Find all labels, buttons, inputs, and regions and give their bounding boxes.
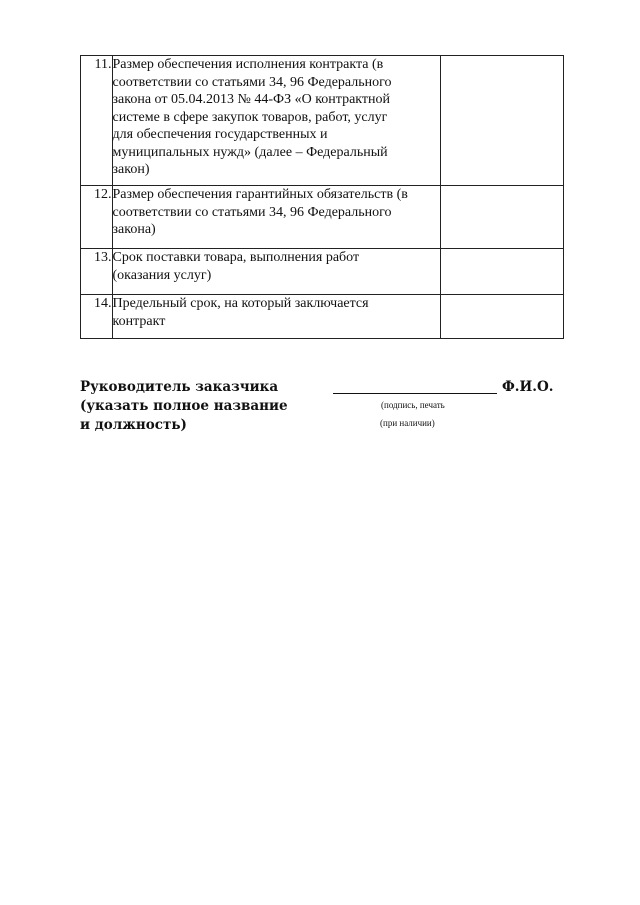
- signatory-line: (указать полное название: [80, 398, 288, 414]
- row-value: [440, 249, 563, 295]
- table-row: [81, 186, 564, 249]
- table-row: [81, 295, 564, 339]
- description-line: соответствии со статьями 34, 96 Федерального: [112, 204, 392, 220]
- row-number: 14.: [81, 295, 113, 339]
- table-row: [81, 249, 564, 295]
- description-line: системе в сфере закупок товаров, работ, услуг: [112, 109, 388, 125]
- signatory-block: [80, 378, 288, 435]
- description-line: Предельный срок, на который заключается: [112, 296, 369, 311]
- row-number: 13.: [81, 249, 113, 295]
- row-value: [440, 186, 563, 249]
- row-description: [112, 56, 440, 186]
- description-line: закон): [112, 162, 150, 177]
- fio-label: Ф.И.О.: [502, 379, 554, 395]
- row-description: [112, 295, 440, 339]
- row-description: [112, 186, 440, 249]
- description-line: муниципальных нужд» (далее – Федеральный: [112, 144, 388, 160]
- signature-note: (подпись, печать: [381, 400, 445, 410]
- signatory-line: Руководитель заказчика: [80, 379, 279, 395]
- table-row: [81, 56, 564, 186]
- description-line: для обеспечения государственных и: [112, 127, 328, 142]
- description-line: Размер обеспечения исполнения контракта (в: [112, 57, 384, 72]
- description-line: закона от 05.04.2013 № 44-ФЗ «О контрактной: [112, 92, 390, 107]
- row-number: 11.: [81, 56, 113, 186]
- description-line: контракт: [112, 313, 166, 329]
- description-line: Размер обеспечения гарантийных обязательств (в: [112, 187, 408, 202]
- row-value: [440, 295, 563, 339]
- row-description: [112, 249, 440, 295]
- description-line: соответствии со статьями 34, 96 Федерального: [112, 74, 392, 90]
- description-line: (оказания услуг): [112, 267, 212, 283]
- row-number: 12.: [81, 186, 113, 249]
- signatory-line: и должность): [80, 417, 187, 433]
- requirements-table: [80, 55, 564, 339]
- signature-note-2: (при наличии): [380, 418, 435, 428]
- description-line: закона): [112, 222, 156, 237]
- description-line: Срок поставки товара, выполнения работ: [112, 250, 360, 265]
- signature-line: [333, 393, 497, 394]
- row-value: [440, 56, 563, 186]
